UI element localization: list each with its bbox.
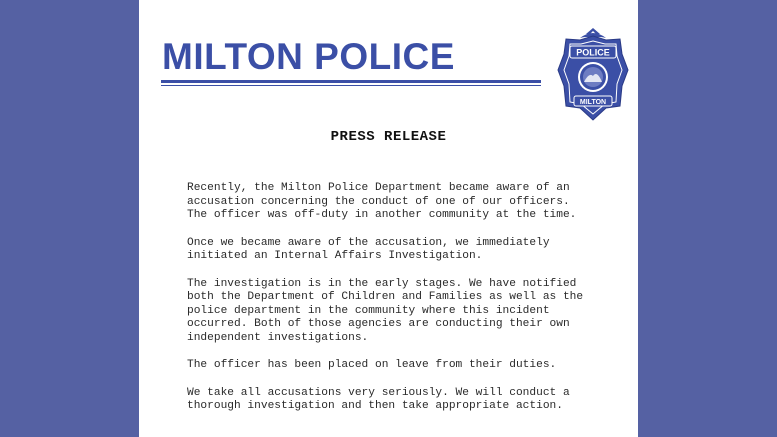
paragraph: The officer has been placed on leave from their duties. xyxy=(187,359,557,371)
press-release-page xyxy=(139,0,638,437)
letterhead-rule xyxy=(161,80,541,83)
paragraph: The investigation is in the early stages. We have notified both the Department of Children and Families as well as the police department in the community where this incident occurred. Both of those agencies are conducting their own independent investigations. xyxy=(187,277,584,344)
paragraph: Once we became aware of the accusation, we immediately initiated an Internal Affairs Investigation. xyxy=(187,236,550,262)
document-title: PRESS RELEASE xyxy=(330,129,447,145)
badge-bottom-text: MILTON xyxy=(579,99,607,106)
badge-top-text: POLICE xyxy=(576,47,610,58)
press-release-body xyxy=(187,182,607,428)
letterhead-rule-thin xyxy=(161,85,541,86)
paragraph: We take all accusations very seriously. We will conduct a thorough investigation and then take appropriate action. xyxy=(187,386,570,412)
letterhead-title: MILTON POLICE xyxy=(162,36,455,77)
paragraph: Recently, the Milton Police Department became aware of an accusation concerning the conduct of one of our officers. The officer was off-duty in another community at the time. xyxy=(187,182,577,221)
police-badge-icon xyxy=(556,26,630,122)
